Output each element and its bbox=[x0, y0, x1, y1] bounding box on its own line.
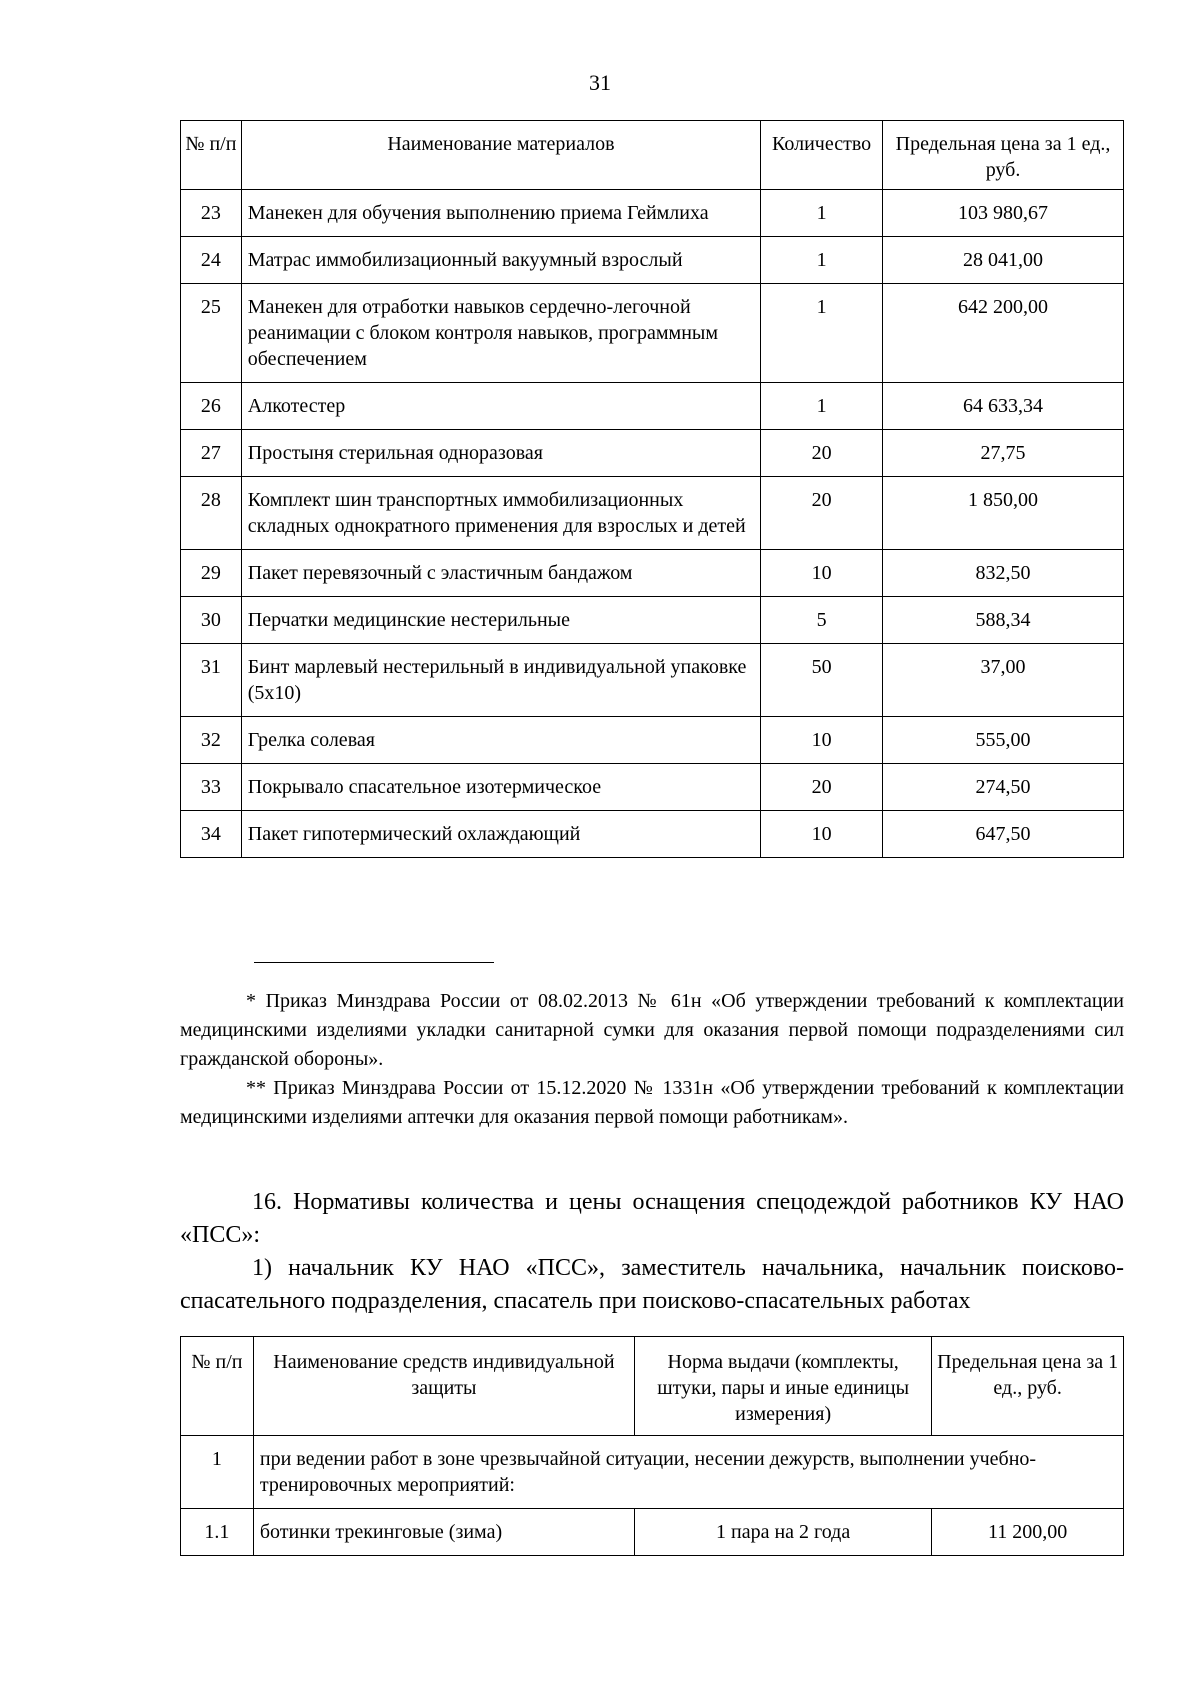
cell-num: 24 bbox=[181, 237, 242, 284]
table-row bbox=[181, 1509, 1124, 1556]
table-row bbox=[181, 284, 1124, 383]
cell-name: Пакет перевязочный с эластичным бандажом bbox=[241, 550, 760, 597]
ppe-header-num: № п/п bbox=[181, 1337, 254, 1436]
ppe-cell-norm: 1 пара на 2 года bbox=[634, 1509, 931, 1556]
table-row bbox=[181, 811, 1124, 858]
cell-num: 33 bbox=[181, 764, 242, 811]
section-16 bbox=[180, 1186, 1124, 1318]
header-name: Наименование материалов bbox=[241, 121, 760, 190]
cell-num: 23 bbox=[181, 190, 242, 237]
table-row bbox=[181, 717, 1124, 764]
cell-qty: 20 bbox=[761, 764, 883, 811]
cell-name: Алкотестер bbox=[241, 383, 760, 430]
ppe-group-num: 1 bbox=[181, 1436, 254, 1509]
ppe-group-row bbox=[181, 1436, 1124, 1509]
cell-qty: 10 bbox=[761, 550, 883, 597]
materials-header-row bbox=[181, 121, 1124, 190]
table-row bbox=[181, 550, 1124, 597]
table-row bbox=[181, 190, 1124, 237]
ppe-cell-price: 11 200,00 bbox=[932, 1509, 1124, 1556]
cell-qty: 1 bbox=[761, 383, 883, 430]
ppe-header-price: Предельная цена за 1 ед., руб. bbox=[932, 1337, 1124, 1436]
cell-name: Простыня стерильная одноразовая bbox=[241, 430, 760, 477]
cell-num: 29 bbox=[181, 550, 242, 597]
footnote-2: ** Приказ Минздрава России от 15.12.2020 № 1331н «Об утверждении требований к комплектации медицинскими изделиями аптечки для оказания первой помощи работникам». bbox=[180, 1077, 1124, 1128]
cell-name: Манекен для отработки навыков сердечно-легочной реанимации с блоком контроля навыков, программным обеспечением bbox=[241, 284, 760, 383]
cell-qty: 1 bbox=[761, 237, 883, 284]
cell-qty: 10 bbox=[761, 811, 883, 858]
cell-name: Комплект шин транспортных иммобилизационных складных однократного применения для взрослых и детей bbox=[241, 477, 760, 550]
cell-name: Манекен для обучения выполнению приема Геймлиха bbox=[241, 190, 760, 237]
header-price: Предельная цена за 1 ед., руб. bbox=[883, 121, 1124, 190]
cell-num: 25 bbox=[181, 284, 242, 383]
cell-price: 64 633,34 bbox=[883, 383, 1124, 430]
cell-num: 31 bbox=[181, 644, 242, 717]
ppe-header-row bbox=[181, 1337, 1124, 1436]
table-row bbox=[181, 430, 1124, 477]
cell-price: 37,00 bbox=[883, 644, 1124, 717]
cell-num: 27 bbox=[181, 430, 242, 477]
footnotes bbox=[180, 987, 1124, 1132]
ppe-table bbox=[180, 1336, 1124, 1556]
header-qty: Количество bbox=[761, 121, 883, 190]
cell-price: 642 200,00 bbox=[883, 284, 1124, 383]
cell-price: 647,50 bbox=[883, 811, 1124, 858]
cell-num: 32 bbox=[181, 717, 242, 764]
cell-name: Покрывало спасательное изотермическое bbox=[241, 764, 760, 811]
cell-price: 28 041,00 bbox=[883, 237, 1124, 284]
table-row bbox=[181, 597, 1124, 644]
cell-name: Грелка солевая bbox=[241, 717, 760, 764]
cell-qty: 20 bbox=[761, 430, 883, 477]
ppe-cell-num: 1.1 bbox=[181, 1509, 254, 1556]
cell-qty: 20 bbox=[761, 477, 883, 550]
cell-price: 832,50 bbox=[883, 550, 1124, 597]
cell-num: 28 bbox=[181, 477, 242, 550]
cell-price: 588,34 bbox=[883, 597, 1124, 644]
cell-num: 34 bbox=[181, 811, 242, 858]
cell-name: Пакет гипотермический охлаждающий bbox=[241, 811, 760, 858]
cell-price: 1 850,00 bbox=[883, 477, 1124, 550]
table-row bbox=[181, 764, 1124, 811]
table-row bbox=[181, 644, 1124, 717]
cell-qty: 10 bbox=[761, 717, 883, 764]
cell-qty: 1 bbox=[761, 284, 883, 383]
page-number: 31 bbox=[589, 70, 611, 95]
section-heading: 16. Нормативы количества и цены оснащения спецодеждой работников КУ НАО «ПСС»: bbox=[180, 1189, 1124, 1248]
ppe-header-norm: Норма выдачи (комплекты, штуки, пары и иные единицы измерения) bbox=[634, 1337, 931, 1436]
header-num: № п/п bbox=[181, 121, 242, 190]
ppe-header-name: Наименование средств индивидуальной защиты bbox=[253, 1337, 634, 1436]
ppe-cell-name: ботинки трекинговые (зима) bbox=[253, 1509, 634, 1556]
cell-num: 30 bbox=[181, 597, 242, 644]
cell-price: 103 980,67 bbox=[883, 190, 1124, 237]
cell-price: 27,75 bbox=[883, 430, 1124, 477]
table-row bbox=[181, 383, 1124, 430]
table-row bbox=[181, 477, 1124, 550]
materials-table bbox=[180, 120, 1124, 858]
cell-qty: 50 bbox=[761, 644, 883, 717]
table-row bbox=[181, 237, 1124, 284]
ppe-group-text: при ведении работ в зоне чрезвычайной ситуации, несении дежурств, выполнении учебно-тренировочных мероприятий: bbox=[253, 1436, 1123, 1509]
cell-name: Перчатки медицинские нестерильные bbox=[241, 597, 760, 644]
section-subheading: 1) начальник КУ НАО «ПСС», заместитель начальника, начальник поисково-спасательного подразделения, спасатель при поисково-спасательных работах bbox=[180, 1255, 1124, 1314]
cell-qty: 5 bbox=[761, 597, 883, 644]
cell-qty: 1 bbox=[761, 190, 883, 237]
footnote-1: * Приказ Минздрава России от 08.02.2013 № 61н «Об утверждении требований к комплектации медицинскими изделиями укладки санитарной сумки для оказания первой помощи подразделениями сил гражданской обороны». bbox=[180, 990, 1124, 1070]
footnote-divider bbox=[254, 962, 494, 963]
cell-price: 274,50 bbox=[883, 764, 1124, 811]
cell-name: Бинт марлевый нестерильный в индивидуальной упаковке (5х10) bbox=[241, 644, 760, 717]
cell-name: Матрас иммобилизационный вакуумный взрослый bbox=[241, 237, 760, 284]
cell-num: 26 bbox=[181, 383, 242, 430]
cell-price: 555,00 bbox=[883, 717, 1124, 764]
